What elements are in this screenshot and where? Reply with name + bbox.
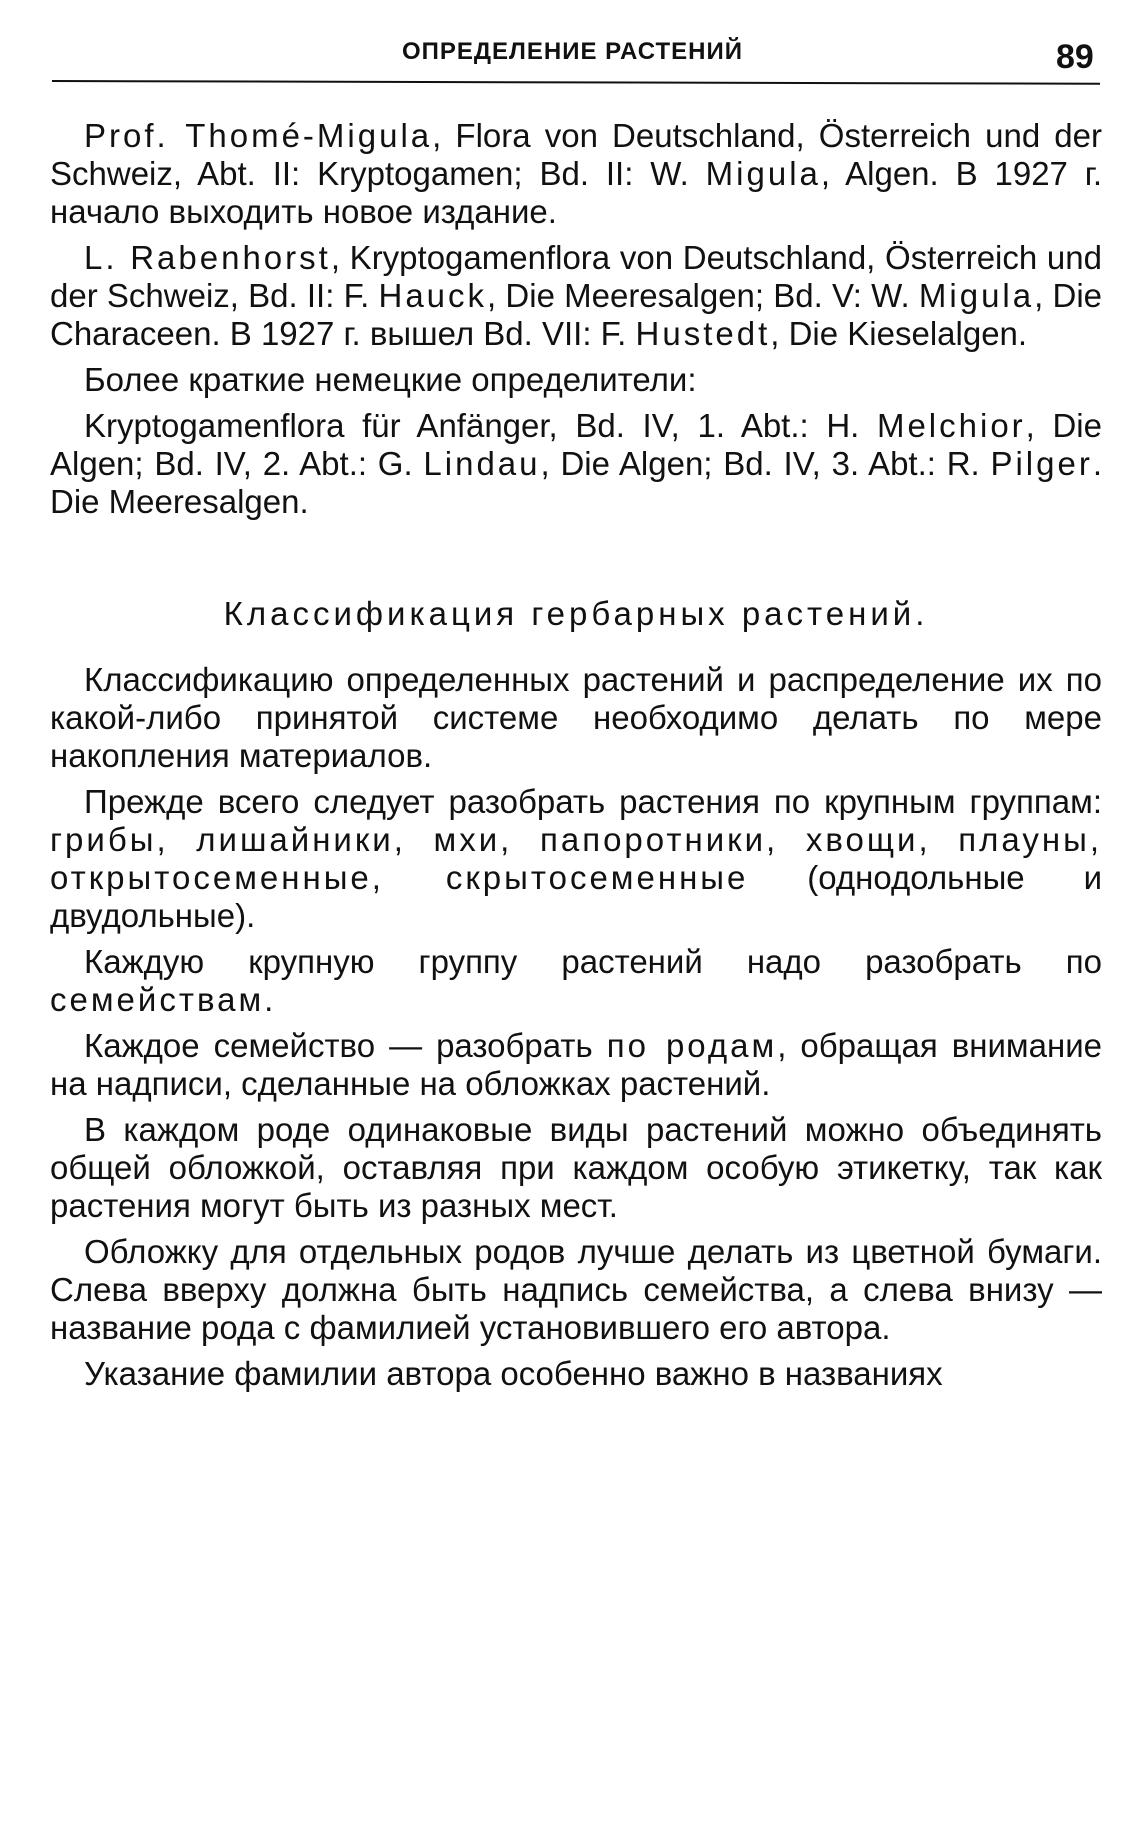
author-name: Migula (918, 277, 1035, 314)
page-number: 89 (1056, 38, 1094, 76)
paragraph-cover-paper: Обложку для отдельных родов лучше делать из цветной бумаги. Слева вверху должна быть надпись семейства, а слева внизу — название рода с фамилией установившего его автора. (50, 1233, 1102, 1346)
text-fragment: , Die Algen; Bd. IV, 2. Abt.: G. (50, 407, 1102, 482)
emphasized-phrase: по родам (606, 1027, 778, 1064)
text-fragment: (однодольные и двудольные). (50, 859, 1102, 934)
text-fragment: . (264, 981, 274, 1018)
author-name: L. Rabenhorst (84, 239, 331, 276)
text-fragment: Прежде всего следует разобрать растения по крупным группам: (84, 783, 1102, 820)
text-fragment: , Die Algen; Bd. IV, 3. Abt.: R. (540, 445, 991, 482)
author-name: Hauck (378, 277, 488, 314)
text-fragment: , Die Meeresalgen; Bd. V: W. (487, 277, 919, 314)
paragraph-rabenhorst (50, 239, 1102, 353)
paragraph-classification-intro: Классификацию определенных растений и распределение их по какой-либо принятой системе необходимо делать по мере накопления материалов. (50, 661, 1102, 774)
text-fragment: Каждое семейство — разобрать (84, 1027, 607, 1064)
paragraph-genera (50, 1027, 1102, 1103)
paragraph-species-covers: В каждом роде одинаковые виды растений можно объединять общей обложкой, оставляя при каждом особую этикетку, так как растения могут быть из разных мест. (50, 1111, 1102, 1224)
author-name: Migula (705, 155, 821, 192)
author-name: Prof. Thomé-Migula (84, 117, 433, 154)
author-name: Pilger (990, 445, 1093, 482)
plant-group-list: грибы, лишайники, мхи, папоротники, хвощи, плауны, открытосеменные, скрытосеменные (50, 821, 1102, 896)
text-fragment: , Algen. В 1927 г. начало выходить новое издание. (50, 155, 1102, 230)
body-text (50, 117, 1102, 1393)
paragraph-short-guides: Более краткие немецкие определители: (84, 361, 697, 398)
text-fragment: , Die Kieselalgen. (770, 315, 1028, 352)
paragraph-kryptogamenflora (50, 407, 1102, 521)
section-title: Классификация гербарных растений. (223, 595, 929, 632)
text-fragment: , обращая внимание на надписи, сделанные на обложках растений. (50, 1027, 1102, 1102)
author-name: Melchior (876, 407, 1026, 444)
running-head: ОПРЕДЕЛЕНИЕ РАСТЕНИЙ (402, 38, 744, 65)
text-fragment: , Flora von Deutschland, Österreich und der Schweiz, Abt. II: Kryptogamen; Bd. II: W. (50, 117, 1102, 192)
text-fragment: . Die Meeresalgen. (50, 445, 1103, 520)
text-fragment: Каждую крупную группу растений надо разобрать по (84, 943, 1102, 980)
author-name: Hustedt (635, 315, 771, 352)
text-fragment: , Die Characeen. В 1927 г. вышел Bd. VII: F. (50, 277, 1102, 352)
emphasized-word: семействам (50, 981, 265, 1018)
author-name: Lindau (423, 445, 541, 482)
text-fragment: Kryptogamenflora für Anfänger, Bd. IV, 1. Abt.: H. (84, 407, 877, 444)
paragraph-families (50, 943, 1102, 1019)
text-fragment: , Kryptogamenflora von Deutschland, Österreich und der Schweiz, Bd. II: F. (50, 239, 1102, 314)
paragraph-thome-migula (50, 117, 1102, 231)
header-rule (52, 80, 1100, 85)
paragraph-plant-groups (50, 783, 1102, 935)
paragraph-author-name: Указание фамилии автора особенно важно в названиях (84, 1355, 943, 1392)
